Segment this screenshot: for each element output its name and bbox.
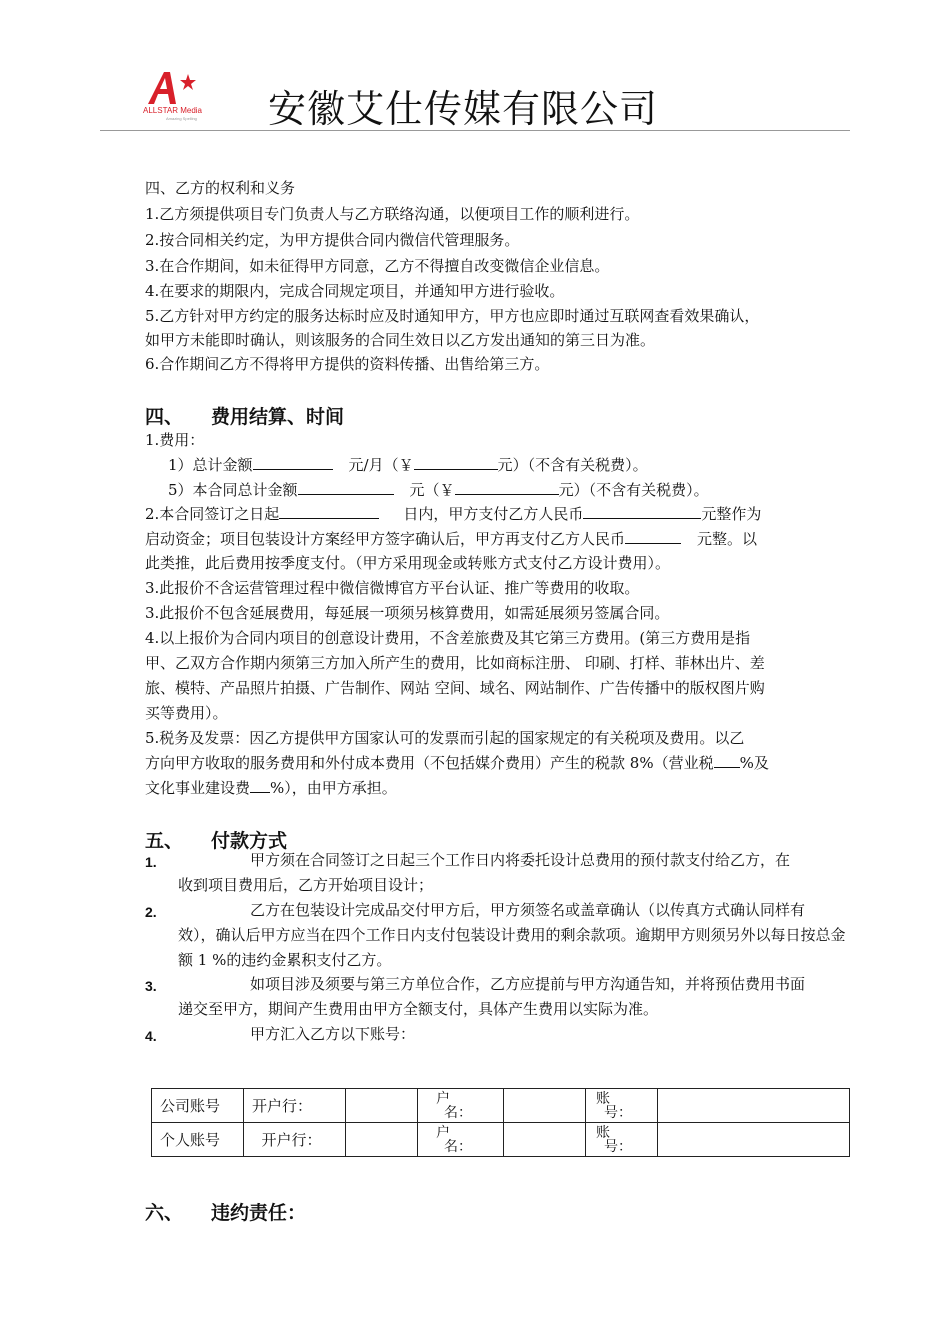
fee-1-label: 1）总计金额 bbox=[168, 456, 253, 474]
bank-label: 开户行： bbox=[244, 1089, 346, 1123]
payment-item bbox=[178, 972, 850, 1022]
fee-p2-text: 元整作为 bbox=[701, 505, 762, 523]
rights-item: 4.在要求的期限内，完成合同规定项目，并通知甲方进行验收。 bbox=[145, 282, 565, 300]
fee-p5-text: %），由甲方承担。 bbox=[270, 779, 397, 797]
payment-section-number: 五、 bbox=[145, 830, 184, 852]
payment-item-number: 4. bbox=[145, 1028, 157, 1044]
payment-item-text: 效），确认后甲方应当在四个工作日内支付包装设计费用的剩余款项。逾期甲方则须另外以每日按总金额 1 %的违约金累积支付乙方。 bbox=[178, 926, 846, 969]
fee-p2-text: 启动资金；项目包装设计方案经甲方签字确认后，甲方再支付乙方人民币 bbox=[145, 530, 626, 548]
payment-item-number: 3. bbox=[145, 978, 157, 994]
payment-item bbox=[178, 1022, 850, 1047]
payment-item-text: 如项目涉及须要与第三方单位合作，乙方应提前与甲方沟通告知，并将预估费用书面 bbox=[250, 975, 806, 993]
blank-field bbox=[253, 454, 333, 470]
company-logo bbox=[142, 66, 206, 122]
header-divider bbox=[100, 130, 850, 131]
rights-item: 2.按合同相关约定，为甲方提供合同内微信代管理服务。 bbox=[145, 231, 520, 249]
fee-label: 1.费用： bbox=[145, 431, 205, 449]
blank-field bbox=[714, 752, 740, 768]
fee-para-5-line3 bbox=[145, 777, 397, 798]
fee-1-unit: 元/月（￥ bbox=[348, 456, 414, 474]
payment-item bbox=[178, 848, 850, 898]
account-type: 个人账号 bbox=[152, 1123, 244, 1157]
rights-item: 如甲方未能即时确认，则该服务的合同生效日以乙方发出通知的第三日为准。 bbox=[145, 331, 656, 349]
fee-para-2-line2 bbox=[145, 528, 757, 549]
breach-section-heading bbox=[145, 1198, 306, 1225]
breach-section-title: 违约责任： bbox=[211, 1202, 307, 1224]
blank-field bbox=[625, 528, 681, 544]
fee-p5-text: 文化事业建设费 bbox=[145, 779, 251, 797]
fee-para-4: 旅、模特、产品照片拍摄、广告制作、网站 空间、域名、网站制作、广告传播中的版权图片购 bbox=[145, 679, 765, 697]
fee-p2-text: 2.本合同签订之日起 bbox=[145, 505, 280, 523]
payment-item-number: 1. bbox=[145, 854, 157, 870]
account-label-bottom: 号： bbox=[604, 1104, 632, 1121]
rights-item: 5.乙方针对甲方约定的服务达标时应及时通知甲方，甲方也应即时通过互联网查看效果确认， bbox=[145, 307, 760, 325]
fee-para-4: 4.以上报价为合同内项目的创意设计费用，不含差旅费及其它第三方费用。(第三方费用是指 bbox=[145, 629, 751, 647]
payment-item-text: 递交至甲方，期间产生费用由甲方全额支付，具体产生费用以实际为准。 bbox=[178, 1000, 659, 1018]
blank-field bbox=[279, 503, 379, 519]
name-label-cell bbox=[418, 1123, 504, 1157]
name-label-top: 户 bbox=[436, 1124, 450, 1141]
account-value-cell[interactable] bbox=[658, 1123, 850, 1157]
rights-item: 3.在合作期间，如未征得甲方同意，乙方不得擅自改变微信企业信息。 bbox=[145, 257, 610, 275]
name-label-top: 户 bbox=[436, 1090, 450, 1107]
bank-label: 开户行： bbox=[244, 1123, 346, 1157]
fee-line-2 bbox=[168, 479, 709, 500]
payment-item-text: 甲方须在合同签订之日起三个工作日内将委托设计总费用的预付款支付给乙方，在 bbox=[250, 851, 791, 869]
rights-item: 1.乙方须提供项目专门负责人与乙方联络沟通，以便项目工作的顺利进行。 bbox=[145, 205, 640, 223]
payment-item-number: 2. bbox=[145, 904, 157, 920]
fee-para-3b: 3.此报价不包含延展费用，每延展一项须另核算费用，如需延展须另签属合同。 bbox=[145, 604, 670, 622]
account-value-cell[interactable] bbox=[658, 1089, 850, 1123]
blank-field bbox=[583, 503, 701, 519]
fee-para-5: 5.税务及发票：因乙方提供甲方国家认可的发票而引起的国家规定的有关税项及费用。以乙 bbox=[145, 729, 745, 747]
blank-field bbox=[298, 479, 394, 495]
fee-para-5-line2 bbox=[145, 752, 769, 773]
account-label-top: 账 bbox=[596, 1090, 610, 1107]
name-label-bottom: 名： bbox=[444, 1138, 472, 1155]
table-row bbox=[152, 1089, 850, 1123]
fee-para-4: 买等费用）。 bbox=[145, 704, 228, 722]
fee-section-heading bbox=[145, 402, 344, 429]
name-label-bottom: 名： bbox=[444, 1104, 472, 1121]
account-type: 公司账号 bbox=[152, 1089, 244, 1123]
fee-section-number: 四、 bbox=[145, 406, 184, 428]
name-value-cell[interactable] bbox=[504, 1089, 586, 1123]
fee-section-title: 费用结算、时间 bbox=[211, 406, 345, 428]
fee-para-3a: 3.此报价不含运营管理过程中微信微博官方平台认证、推广等费用的收取。 bbox=[145, 579, 640, 597]
fee-para-2 bbox=[145, 503, 761, 524]
blank-field bbox=[250, 777, 270, 793]
account-label-cell bbox=[586, 1123, 658, 1157]
account-label-top: 账 bbox=[596, 1124, 610, 1141]
table-row bbox=[152, 1123, 850, 1157]
bank-value-cell[interactable] bbox=[346, 1089, 418, 1123]
logo-text: ALLSTAR Media bbox=[143, 106, 202, 115]
payment-section-title: 付款方式 bbox=[211, 830, 288, 852]
name-value-cell[interactable] bbox=[504, 1123, 586, 1157]
fee-2-unit: 元（￥ bbox=[409, 481, 455, 499]
breach-section-number: 六、 bbox=[145, 1202, 184, 1224]
bank-value-cell[interactable] bbox=[346, 1123, 418, 1157]
payment-item-text: 收到项目费用后，乙方开始项目设计； bbox=[178, 876, 434, 894]
blank-field bbox=[414, 454, 498, 470]
fee-2-note: 元）（不含有关税费）。 bbox=[558, 481, 709, 499]
fee-p5-text: %及 bbox=[739, 754, 769, 772]
rights-item: 6.合作期间乙方不得将甲方提供的资料传播、出售给第三方。 bbox=[145, 355, 550, 373]
account-table bbox=[151, 1088, 850, 1157]
payment-item-text: 乙方在包装设计完成品交付甲方后，甲方须签名或盖章确认（以传真方式确认同样有 bbox=[250, 901, 806, 919]
rights-title: 四、乙方的权利和义务 bbox=[145, 179, 296, 197]
name-label-cell bbox=[418, 1089, 504, 1123]
fee-1-note: 元）（不含有关税费）。 bbox=[497, 456, 648, 474]
blank-field bbox=[455, 479, 559, 495]
fee-para-4: 甲、乙双方合作期内须第三方加入所产生的费用，比如商标注册、 印刷、打样、菲林出片、差 bbox=[145, 654, 765, 672]
fee-p2-text: 日内，甲方支付乙方人民币 bbox=[403, 505, 584, 523]
company-name: 安徽艾仕传媒有限公司 bbox=[268, 87, 659, 131]
payment-item-text: 甲方汇入乙方以下账号： bbox=[250, 1025, 416, 1043]
fee-p5-text: 方向甲方收取的服务费用和外付成本费用（不包括媒介费用）产生的税款 8%（营业税 bbox=[145, 754, 714, 772]
fee-2-label: 5）本合同总计金额 bbox=[168, 481, 298, 499]
fee-p2-text: 元整。以 bbox=[697, 530, 758, 548]
fee-para-2-line3: 此类推，此后费用按季度支付。（甲方采用现金或转账方式支付乙方设计费用）。 bbox=[145, 554, 671, 572]
fee-line-1 bbox=[168, 454, 648, 475]
account-label-bottom: 号： bbox=[604, 1138, 632, 1155]
logo-subtext: Amazing Spelling bbox=[166, 116, 197, 121]
account-label-cell bbox=[586, 1089, 658, 1123]
payment-item bbox=[178, 898, 850, 973]
